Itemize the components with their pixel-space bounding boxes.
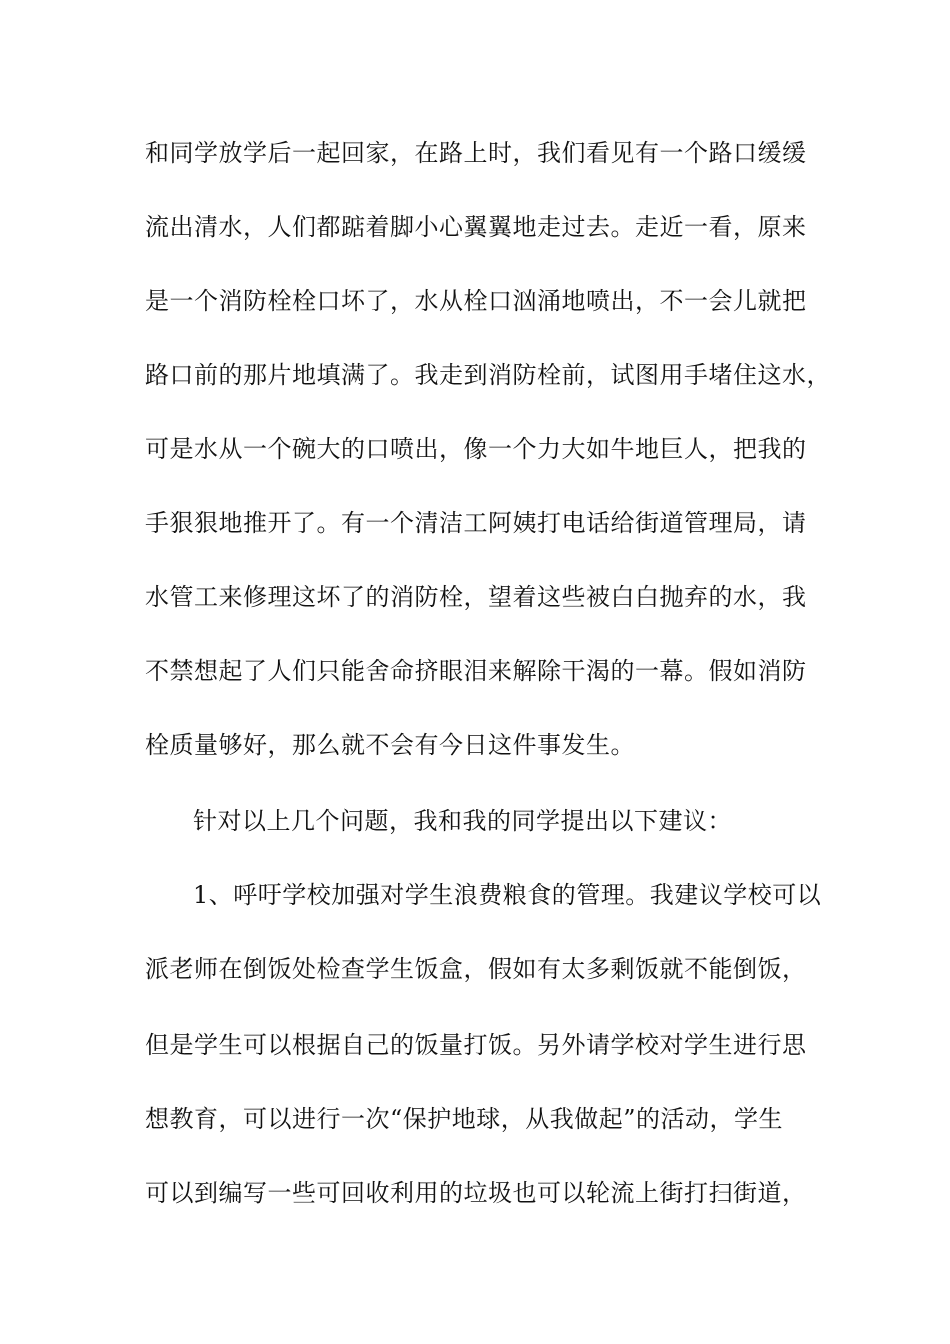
paragraph-line: 手狠狠地推开了。有一个清洁工阿姨打电话给街道管理局，请 — [145, 509, 807, 537]
paragraph-line: 水管工来修理这坏了的消防栓，望着这些被白白抛弃的水，我 — [145, 583, 807, 611]
paragraph-line: 可是水从一个碗大的口喷出，像一个力大如牛地巨人，把我的 — [145, 435, 807, 463]
paragraph-line-indented: 针对以上几个问题，我和我的同学提出以下建议： — [193, 807, 732, 835]
paragraph-line: 不禁想起了人们只能舍命挤眼泪来解除干渴的一幕。假如消防 — [145, 657, 807, 685]
paragraph-line-indented: 1、呼吁学校加强对学生浪费粮食的管理。我建议学校可以 — [193, 881, 822, 909]
paragraph-line: 和同学放学后一起回家，在路上时，我们看见有一个路口缓缓 — [145, 139, 807, 167]
paragraph-line: 但是学生可以根据自己的饭量打饭。另外请学校对学生进行思 — [145, 1031, 807, 1059]
paragraph-line: 流出清水，人们都踮着脚小心翼翼地走过去。走近一看，原来 — [145, 213, 807, 241]
paragraph-line: 想教育，可以进行一次“保护地球，从我做起”的活动，学生 — [145, 1105, 784, 1133]
paragraph-line: 是一个消防栓栓口坏了，水从栓口汹涌地喷出，不一会儿就把 — [145, 287, 807, 315]
paragraph-line: 派老师在倒饭处检查学生饭盒，假如有太多剩饭就不能倒饭， — [145, 955, 807, 983]
paragraph-line: 路口前的那片地填满了。我走到消防栓前，试图用手堵住这水， — [145, 361, 831, 389]
paragraph-line: 栓质量够好，那么就不会有今日这件事发生。 — [145, 731, 635, 759]
paragraph-line: 可以到编写一些可回收利用的垃圾也可以轮流上街打扫街道， — [145, 1179, 807, 1207]
